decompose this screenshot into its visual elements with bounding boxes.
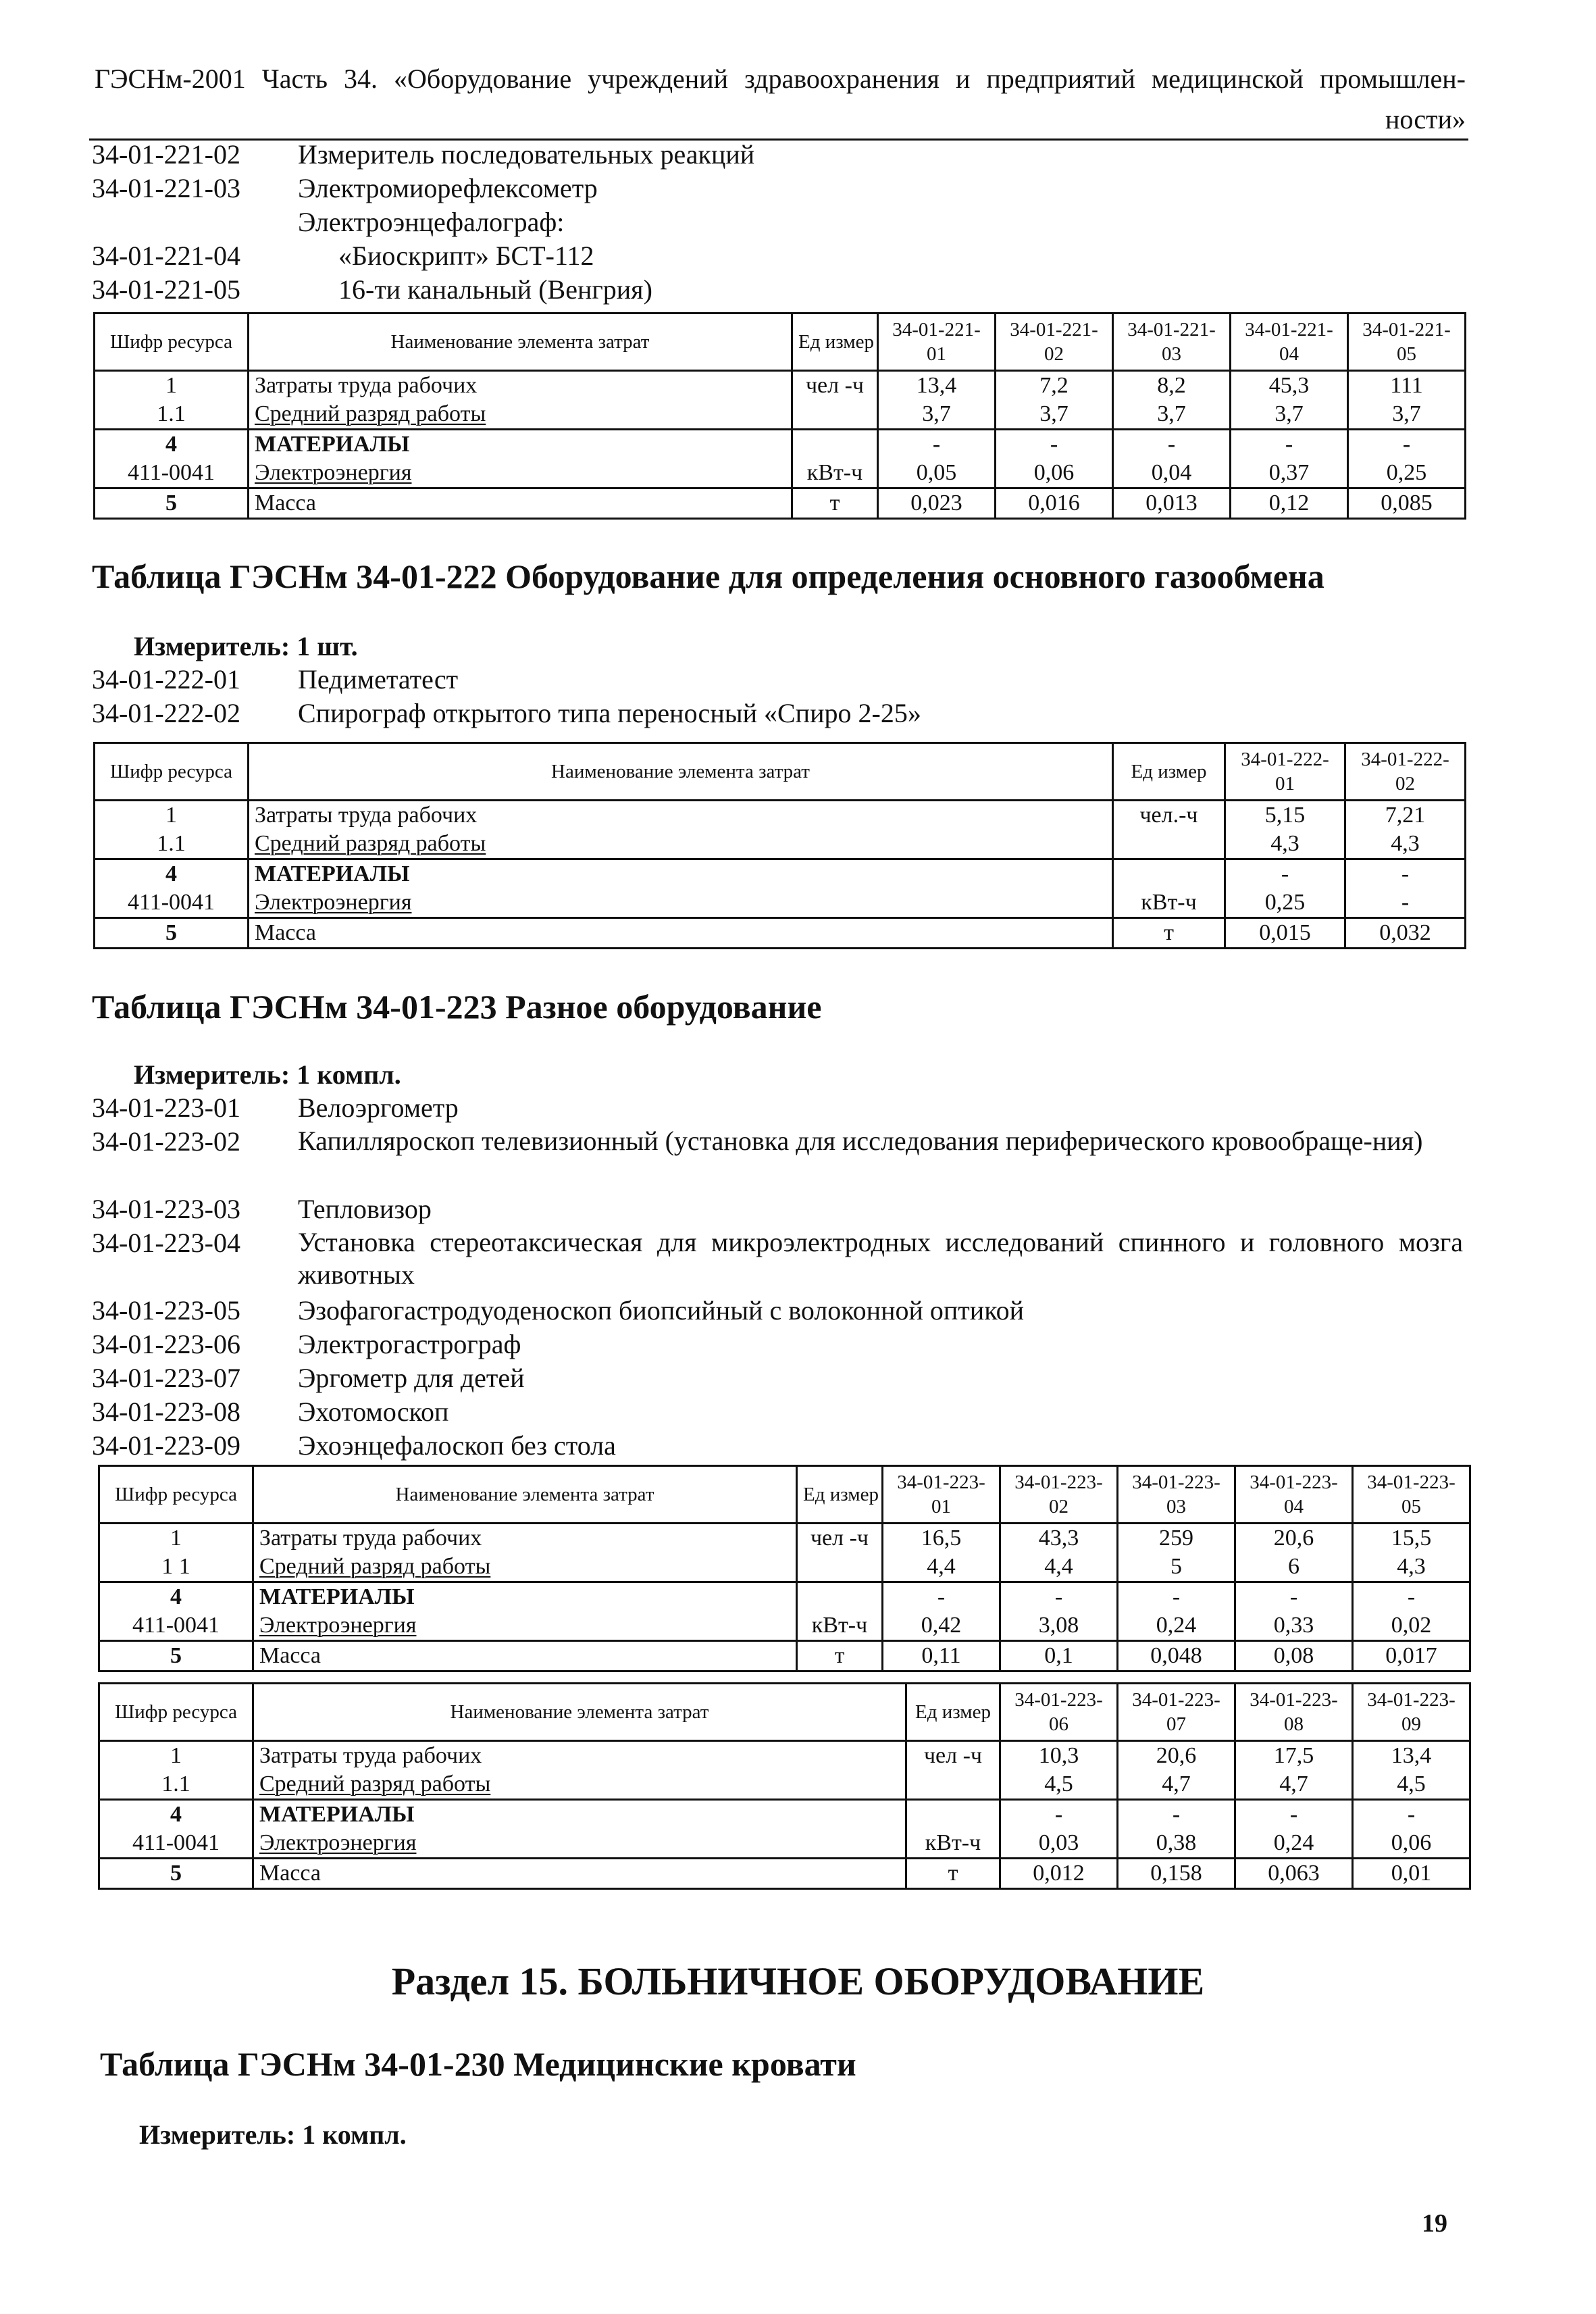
cell-code: 1 [95, 371, 249, 401]
cell-value: 0,37 [1231, 459, 1348, 488]
item-name: Электроэнцефалограф: [298, 207, 565, 237]
item-name: Капилляроскоп телевизионный (установка для исследования периферического кровообраще-ния) [298, 1126, 1423, 1156]
cell-value: 4,4 [883, 1553, 1000, 1582]
column-header-name: Наименование элемента затрат [253, 1466, 797, 1524]
cell-unit [906, 1770, 1000, 1800]
list-item [92, 697, 1463, 730]
cell-value: - [1231, 430, 1348, 459]
list-item [92, 172, 1463, 205]
table-row [95, 830, 1466, 859]
cell-code: 1 [95, 801, 249, 830]
cell-value: 4,7 [1235, 1770, 1353, 1800]
cell-value: 5 [1118, 1553, 1235, 1582]
cell-value: - [1000, 1800, 1118, 1830]
table-row [95, 488, 1466, 519]
cell-value: 15,5 [1353, 1524, 1470, 1553]
column-header-norm: 34-01-223-04 [1235, 1466, 1353, 1524]
item-code: 34-01-223-08 [92, 1397, 240, 1427]
cell-value: 0,38 [1118, 1829, 1235, 1859]
cell-code: 4 [99, 1800, 253, 1830]
table-row [95, 371, 1466, 401]
column-header-name: Наименование элемента затрат [249, 313, 792, 371]
table-title-222: Таблица ГЭСНм 34-01-222 Оборудование для определения основного газообмена [92, 557, 1324, 595]
cell-value: 0,08 [1235, 1641, 1353, 1671]
column-header-code: Шифр ресурса [95, 313, 249, 371]
item-name: Электромиорефлексометр [298, 173, 598, 203]
column-header-code: Шифр ресурса [99, 1466, 253, 1524]
cell-value: 3,08 [1000, 1611, 1118, 1641]
cell-value: 7,2 [996, 371, 1113, 401]
cell-unit: кВт-ч [1113, 888, 1225, 918]
column-header-unit: Ед измер [906, 1684, 1000, 1741]
cell-value: 0,063 [1235, 1859, 1353, 1889]
table-row [99, 1641, 1470, 1671]
cell-value: 3,7 [878, 400, 996, 430]
cell-name: Масса [249, 488, 792, 519]
cell-code: 1 [99, 1741, 253, 1771]
item-code: 34-01-221-02 [92, 139, 240, 170]
cell-code: 1 1 [99, 1553, 253, 1582]
cell-value: - [1353, 1800, 1470, 1830]
cell-value: 0,023 [878, 488, 996, 519]
column-header-norm: 34-01-223-05 [1353, 1466, 1470, 1524]
cell-value: 0,05 [878, 459, 996, 488]
list-item [92, 1361, 1463, 1395]
cell-value: 45,3 [1231, 371, 1348, 401]
item-code: 34-01-223-03 [92, 1194, 240, 1224]
cell-unit: т [906, 1859, 1000, 1889]
cell-code: 4 [95, 430, 249, 459]
table-title-223: Таблица ГЭСНм 34-01-223 Разное оборудование [92, 988, 822, 1026]
item-list-222 [92, 663, 1463, 730]
cell-value: 7,21 [1345, 801, 1466, 830]
item-name: Эзофагогастродуоденоскоп биопсийный с волоконной оптикой [298, 1295, 1024, 1326]
cell-name: Затраты труда рабочих [253, 1524, 797, 1553]
cell-name: МАТЕРИАЛЫ [253, 1800, 906, 1830]
list-item [92, 1429, 1463, 1463]
column-header-norm: 34-01-221-02 [996, 313, 1113, 371]
column-header-norm: 34-01-223-08 [1235, 1684, 1353, 1741]
list-item [92, 1125, 1463, 1192]
cell-value: 3,7 [1113, 400, 1231, 430]
list-item [92, 1192, 1463, 1226]
cell-code: 4 [99, 1582, 253, 1612]
cell-code: 1.1 [99, 1770, 253, 1800]
cell-value: 111 [1348, 371, 1466, 401]
column-header-norm: 34-01-222-02 [1345, 743, 1466, 801]
item-code: 34-01-223-05 [92, 1295, 240, 1326]
cell-code: 411-0041 [99, 1611, 253, 1641]
column-header-norm: 34-01-223-03 [1118, 1466, 1235, 1524]
cell-value: 10,3 [1000, 1741, 1118, 1771]
cell-value: 4,4 [1000, 1553, 1118, 1582]
cell-value: 3,7 [996, 400, 1113, 430]
meter-222: Измеритель: 1 шт. [134, 631, 358, 661]
cell-code: 4 [95, 859, 249, 889]
cell-name: Электроэнергия [253, 1829, 906, 1859]
cell-name: МАТЕРИАЛЫ [253, 1582, 797, 1612]
cell-code: 5 [95, 488, 249, 519]
cell-value: 0,01 [1353, 1859, 1470, 1889]
cell-value: 0,017 [1353, 1641, 1470, 1671]
table-row [95, 859, 1466, 889]
cell-value: 43,3 [1000, 1524, 1118, 1553]
cell-unit: т [1113, 918, 1225, 949]
cell-unit [797, 1582, 883, 1612]
cell-name: Электроэнергия [249, 459, 792, 488]
cell-unit: кВт-ч [792, 459, 878, 488]
cell-name: Масса [253, 1641, 797, 1671]
meter-223: Измеритель: 1 компл. [134, 1059, 401, 1090]
cell-unit [792, 430, 878, 459]
column-header-norm: 34-01-221-03 [1113, 313, 1231, 371]
item-name: Велоэргометр [298, 1092, 459, 1123]
cell-value: 0,012 [1000, 1859, 1118, 1889]
item-code: 34-01-223-02 [92, 1126, 240, 1157]
item-code: 34-01-223-06 [92, 1329, 240, 1359]
page-number: 19 [1422, 2209, 1447, 2238]
cell-unit: чел -ч [797, 1524, 883, 1553]
column-header-norm: 34-01-223-01 [883, 1466, 1000, 1524]
cell-value: 0,06 [1353, 1829, 1470, 1859]
list-item [92, 1328, 1463, 1361]
cell-value: 13,4 [1353, 1741, 1470, 1771]
item-name: Электрогастрограф [298, 1329, 521, 1359]
cell-code: 1.1 [95, 400, 249, 430]
cell-value: 8,2 [1113, 371, 1231, 401]
table-row [95, 801, 1466, 830]
cell-value: 0,24 [1235, 1829, 1353, 1859]
cell-unit [797, 1553, 883, 1582]
cell-name: Затраты труда рабочих [253, 1741, 906, 1771]
table-row [99, 1829, 1470, 1859]
cell-value: 0,11 [883, 1641, 1000, 1671]
list-item [92, 239, 1463, 273]
cell-value: 0,02 [1353, 1611, 1470, 1641]
section-heading: Раздел 15. БОЛЬНИЧНОЕ ОБОРУДОВАНИЕ [391, 1959, 1205, 2003]
cell-value: - [1353, 1582, 1470, 1612]
cell-value: 4,3 [1353, 1553, 1470, 1582]
item-name: Установка стереотаксическая для микроэлектродных исследований спинного и головного мозга животных [298, 1227, 1463, 1290]
item-list-223 [92, 1091, 1463, 1463]
cell-value: 0,42 [883, 1611, 1000, 1641]
cell-value: 0,04 [1113, 459, 1231, 488]
column-header-unit: Ед измер [797, 1466, 883, 1524]
cell-value: 0,048 [1118, 1641, 1235, 1671]
table-header-row [99, 1466, 1470, 1524]
cell-value: - [996, 430, 1113, 459]
table-row [99, 1524, 1470, 1553]
cell-value: 4,3 [1345, 830, 1466, 859]
table-row [99, 1770, 1470, 1800]
cell-code: 411-0041 [99, 1829, 253, 1859]
cell-code: 411-0041 [95, 888, 249, 918]
cell-value: 0,25 [1225, 888, 1345, 918]
cell-value: - [1235, 1582, 1353, 1612]
table-header-row [95, 313, 1466, 371]
cell-value: 20,6 [1118, 1741, 1235, 1771]
list-item [92, 138, 1463, 172]
cell-value: - [1345, 859, 1466, 889]
item-name: Измеритель последовательных реакций [298, 139, 755, 170]
cell-code: 5 [99, 1641, 253, 1671]
cell-value: 0,013 [1113, 488, 1231, 519]
list-item [92, 663, 1463, 697]
column-header-norm: 34-01-223-07 [1118, 1684, 1235, 1741]
item-code: 34-01-221-03 [92, 173, 240, 203]
table-row [99, 1859, 1470, 1889]
cell-name: Электроэнергия [253, 1611, 797, 1641]
cell-name: МАТЕРИАЛЫ [249, 430, 792, 459]
cell-value: - [1113, 430, 1231, 459]
cell-value: 20,6 [1235, 1524, 1353, 1553]
column-header-unit: Ед измер [1113, 743, 1225, 801]
item-name: Эхотомоскоп [298, 1397, 449, 1427]
column-header-norm: 34-01-223-02 [1000, 1466, 1118, 1524]
cell-value: 0,015 [1225, 918, 1345, 949]
resource-table-223-b [98, 1682, 1471, 1890]
item-code: 34-01-222-02 [92, 698, 240, 728]
column-header-name: Наименование элемента затрат [253, 1684, 906, 1741]
cell-unit [1113, 859, 1225, 889]
cell-value: 0,1 [1000, 1641, 1118, 1671]
table-row [95, 888, 1466, 918]
cell-value: - [1348, 430, 1466, 459]
cell-code: 1.1 [95, 830, 249, 859]
cell-name: Затраты труда рабочих [249, 371, 792, 401]
cell-value: 0,016 [996, 488, 1113, 519]
cell-value: 13,4 [878, 371, 996, 401]
cell-name: Средний разряд работы [253, 1553, 797, 1582]
cell-value: 259 [1118, 1524, 1235, 1553]
table-row [95, 459, 1466, 488]
item-code: 34-01-223-04 [92, 1228, 240, 1258]
intro-item-list [92, 138, 1463, 307]
cell-value: - [1118, 1800, 1235, 1830]
running-header: ГЭСНм-2001 Часть 34. «Оборудование учреждений здравоохранения и предприятий медицинской промышлен- [95, 64, 1466, 94]
item-name: Эхоэнцефалоскоп без стола [298, 1430, 616, 1461]
table-row [99, 1800, 1470, 1830]
cell-name: Средний разряд работы [249, 830, 1113, 859]
cell-value: 4,7 [1118, 1770, 1235, 1800]
table-row [95, 430, 1466, 459]
cell-value: 4,5 [1353, 1770, 1470, 1800]
cell-value: - [878, 430, 996, 459]
cell-value: 4,5 [1000, 1770, 1118, 1800]
cell-value: 0,33 [1235, 1611, 1353, 1641]
table-title-230: Таблица ГЭСНм 34-01-230 Медицинские кровати [100, 2045, 856, 2083]
item-name: Эргометр для детей [298, 1363, 525, 1393]
cell-value: 0,06 [996, 459, 1113, 488]
column-header-code: Шифр ресурса [95, 743, 249, 801]
table-row [99, 1582, 1470, 1612]
cell-value: 16,5 [883, 1524, 1000, 1553]
cell-value: 3,7 [1348, 400, 1466, 430]
cell-value: 3,7 [1231, 400, 1348, 430]
item-code: 34-01-223-01 [92, 1092, 240, 1123]
cell-name: Электроэнергия [249, 888, 1113, 918]
cell-code: 1 [99, 1524, 253, 1553]
cell-code: 411-0041 [95, 459, 249, 488]
cell-name: Масса [253, 1859, 906, 1889]
cell-value: - [1000, 1582, 1118, 1612]
cell-name: Средний разряд работы [249, 400, 792, 430]
table-header-row [95, 743, 1466, 801]
cell-value: 0,24 [1118, 1611, 1235, 1641]
cell-name: Масса [249, 918, 1113, 949]
cell-unit: т [792, 488, 878, 519]
item-code: 34-01-221-05 [92, 274, 240, 305]
column-header-norm: 34-01-223-09 [1353, 1684, 1470, 1741]
list-item [92, 273, 1463, 307]
cell-name: МАТЕРИАЛЫ [249, 859, 1113, 889]
cell-unit: кВт-ч [906, 1829, 1000, 1859]
item-name: 16-ти канальный (Венгрия) [338, 274, 652, 305]
table-header-row [99, 1684, 1470, 1741]
list-item [92, 1091, 1463, 1125]
item-name: Тепловизор [298, 1194, 432, 1224]
cell-unit: чел.-ч [1113, 801, 1225, 830]
item-name: Педиметатест [298, 664, 459, 695]
cell-unit [906, 1800, 1000, 1830]
item-name: «Биоскрипт» БСТ-112 [338, 241, 594, 271]
cell-name: Средний разряд работы [253, 1770, 906, 1800]
cell-value: - [1345, 888, 1466, 918]
cell-value: - [883, 1582, 1000, 1612]
item-code: 34-01-221-04 [92, 241, 240, 271]
table-row [99, 1741, 1470, 1771]
column-header-norm: 34-01-222-01 [1225, 743, 1345, 801]
list-item [92, 1395, 1463, 1429]
list-item [92, 1294, 1463, 1328]
cell-value: 0,085 [1348, 488, 1466, 519]
cell-value: 0,12 [1231, 488, 1348, 519]
column-header-norm: 34-01-221-05 [1348, 313, 1466, 371]
cell-value: 0,25 [1348, 459, 1466, 488]
cell-unit: чел -ч [906, 1741, 1000, 1771]
cell-value: - [1118, 1582, 1235, 1612]
meter-230: Измеритель: 1 компл. [139, 2119, 407, 2150]
cell-code: 5 [95, 918, 249, 949]
table-row [95, 400, 1466, 430]
cell-value: 17,5 [1235, 1741, 1353, 1771]
cell-unit [792, 400, 878, 430]
table-row [99, 1553, 1470, 1582]
resource-table-223-a [98, 1465, 1471, 1672]
item-code: 34-01-223-09 [92, 1430, 240, 1461]
item-name: Спирограф открытого типа переносный «Спиро 2-25» [298, 698, 921, 728]
column-header-norm: 34-01-221-04 [1231, 313, 1348, 371]
item-code: 34-01-222-01 [92, 664, 240, 695]
cell-value: - [1225, 859, 1345, 889]
column-header-norm: 34-01-223-06 [1000, 1684, 1118, 1741]
cell-value: 5,15 [1225, 801, 1345, 830]
running-header-continuation: ности» [1385, 104, 1466, 134]
cell-value: 0,03 [1000, 1829, 1118, 1859]
column-header-unit: Ед измер [792, 313, 878, 371]
cell-value: 4,3 [1225, 830, 1345, 859]
cell-value: 0,032 [1345, 918, 1466, 949]
table-row [95, 918, 1466, 949]
item-code: 34-01-223-07 [92, 1363, 240, 1393]
column-header-code: Шифр ресурса [99, 1684, 253, 1741]
cell-unit: кВт-ч [797, 1611, 883, 1641]
cell-value: 0,158 [1118, 1859, 1235, 1889]
resource-table-222 [93, 742, 1466, 949]
column-header-name: Наименование элемента затрат [249, 743, 1113, 801]
cell-name: Затраты труда рабочих [249, 801, 1113, 830]
cell-code: 5 [99, 1859, 253, 1889]
cell-unit: чел -ч [792, 371, 878, 401]
list-item [92, 1226, 1463, 1294]
cell-value: 6 [1235, 1553, 1353, 1582]
column-header-norm: 34-01-221-01 [878, 313, 996, 371]
cell-unit [1113, 830, 1225, 859]
cell-value: - [1235, 1800, 1353, 1830]
cell-unit: т [797, 1641, 883, 1671]
list-item [92, 205, 1463, 239]
table-row [99, 1611, 1470, 1641]
resource-table-221 [93, 312, 1466, 520]
